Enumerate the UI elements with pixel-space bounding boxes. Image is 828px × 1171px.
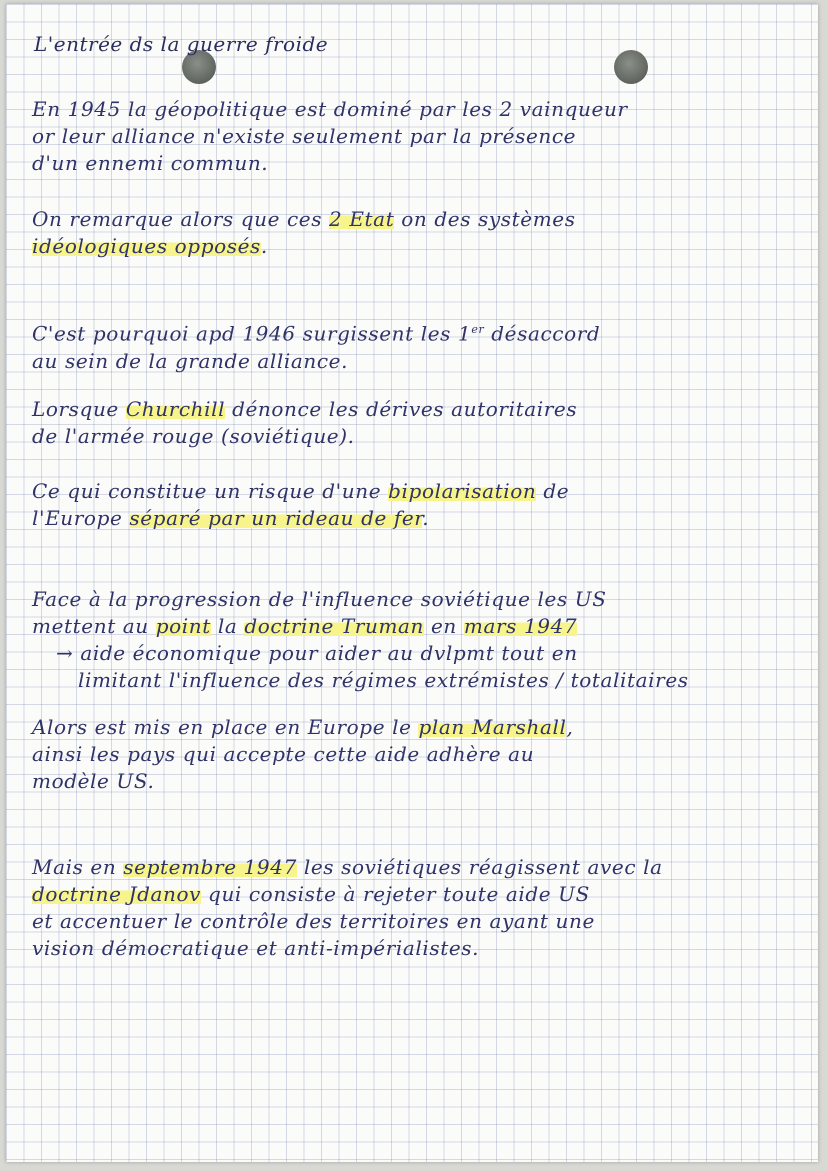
text-span: Alors est mis en place en Europe le — [32, 715, 419, 739]
highlight: idéologiques opposés — [32, 234, 261, 258]
text-line: Face à la progression de l'influence soviétique les US — [32, 587, 607, 611]
text-line: d'un ennemi commun. — [32, 151, 269, 175]
text-span: de — [536, 479, 570, 503]
highlight: mars 1947 — [463, 614, 578, 638]
text-line: modèle US. — [32, 769, 155, 793]
punch-hole-right — [614, 50, 648, 84]
text-span: Lorsque — [32, 397, 126, 421]
text-span: . — [422, 506, 430, 530]
highlight: plan Marshall — [418, 715, 567, 739]
text-line: → aide économique pour aider au dvlpmt tout en — [56, 641, 578, 665]
highlight: séparé par un rideau de fer — [129, 506, 423, 530]
paragraph-8 — [32, 854, 812, 962]
text-span: on des systèmes — [394, 207, 576, 231]
text-span: Mais en — [32, 855, 124, 879]
text-span: qui consiste à rejeter toute aide US — [201, 882, 590, 906]
text-span: mettent au — [32, 614, 156, 638]
text-span: . — [260, 234, 268, 258]
text-line — [32, 206, 812, 233]
text-span: dénonce les dérives autoritaires — [225, 397, 578, 421]
paragraph-7 — [32, 714, 812, 795]
text-span: les soviétiques réagissent avec la — [296, 855, 663, 879]
highlight: point — [155, 614, 211, 638]
text-span: en — [424, 614, 464, 638]
text-span: l'Europe — [32, 506, 130, 530]
text-line — [32, 396, 812, 423]
text-line — [32, 505, 812, 532]
text-span: On remarque alors que ces — [32, 207, 330, 231]
text-line — [32, 714, 812, 741]
paragraph-3 — [32, 316, 812, 375]
text-span: Ce qui constitue un risque d'une — [32, 479, 389, 503]
text-line — [32, 854, 812, 881]
text-line: vision démocratique et anti-impérialistes. — [32, 936, 480, 960]
text-line: ainsi les pays qui accepte cette aide adhère au — [32, 742, 535, 766]
text-line: En 1945 la géopolitique est dominé par les 2 vainqueur — [32, 97, 628, 121]
highlight: doctrine Truman — [244, 614, 425, 638]
text-line: et accentuer le contrôle des territoires en ayant une — [32, 909, 595, 933]
text-line: limitant l'influence des régimes extrémistes / totalitaires — [78, 668, 689, 692]
notebook-page — [6, 4, 818, 1162]
paragraph-2 — [32, 206, 812, 260]
text-line — [32, 233, 812, 260]
text-line: de l'armée rouge (soviétique). — [32, 424, 355, 448]
superscript: er — [471, 323, 485, 336]
highlight: doctrine Jdanov — [32, 882, 202, 906]
text-span: , — [566, 715, 574, 739]
highlight: septembre 1947 — [123, 855, 297, 879]
text-span: désaccord — [484, 321, 601, 346]
text-line — [32, 478, 812, 505]
highlight: 2 Etat — [329, 207, 395, 231]
text-line — [32, 316, 812, 348]
text-span: la — [210, 614, 245, 638]
paragraph-6 — [32, 586, 812, 694]
text-span: C'est pourquoi apd 1946 surgissent les 1 — [32, 321, 472, 346]
paragraph-4 — [32, 396, 812, 450]
highlight: bipolarisation — [388, 479, 537, 503]
text-line: au sein de la grande alliance. — [32, 348, 349, 373]
paragraph-5 — [32, 478, 812, 532]
page-title: L'entrée ds la guerre froide — [34, 32, 329, 56]
paragraph-1 — [32, 96, 812, 177]
text-line — [32, 613, 812, 640]
text-line — [32, 881, 812, 908]
highlight: Churchill — [125, 397, 226, 421]
text-line: or leur alliance n'existe seulement par la présence — [32, 124, 577, 148]
